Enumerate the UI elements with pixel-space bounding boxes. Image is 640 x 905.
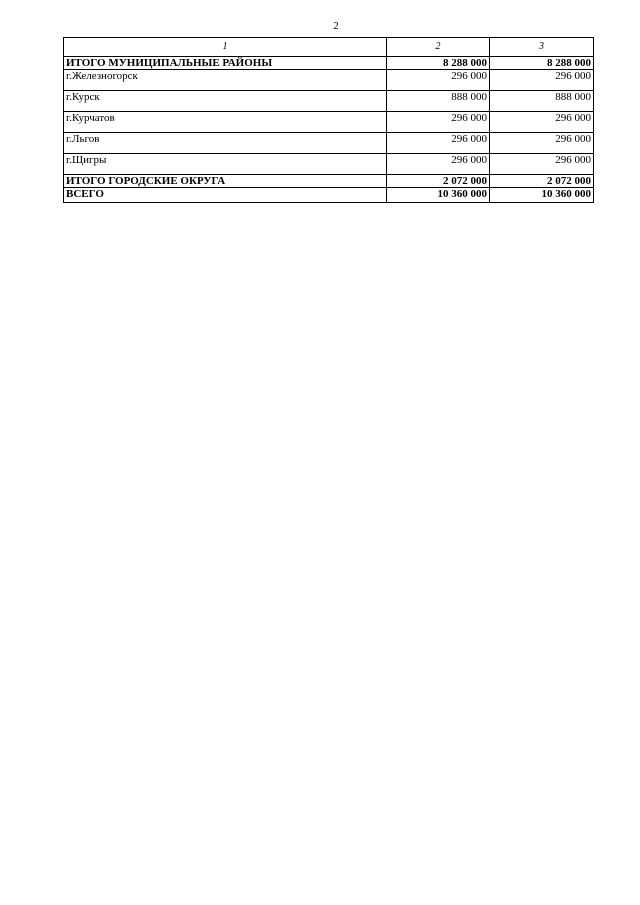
row-label: г.Льгов — [64, 133, 387, 154]
row-value-col3: 296 000 — [490, 112, 594, 133]
page-number: 2 — [333, 20, 339, 32]
column-header-2: 2 — [387, 38, 490, 57]
row-value-col3: 296 000 — [490, 133, 594, 154]
table-row — [64, 154, 594, 175]
row-value-col3: 296 000 — [490, 154, 594, 175]
row-value-col2: 296 000 — [387, 154, 490, 175]
row-value-col2: 296 000 — [387, 70, 490, 91]
row-label: ВСЕГО — [64, 188, 387, 203]
row-label: ИТОГО МУНИЦИПАЛЬНЫЕ РАЙОНЫ — [64, 57, 387, 70]
table-row — [64, 175, 594, 188]
row-label: г.Железногорск — [64, 70, 387, 91]
row-label: г.Курск — [64, 91, 387, 112]
row-value-col3: 2 072 000 — [490, 175, 594, 188]
row-label: г.Курчатов — [64, 112, 387, 133]
budget-table — [63, 37, 594, 203]
table-row — [64, 91, 594, 112]
table-row — [64, 133, 594, 154]
row-label: ИТОГО ГОРОДСКИЕ ОКРУГА — [64, 175, 387, 188]
table-row — [64, 57, 594, 70]
row-value-col3: 8 288 000 — [490, 57, 594, 70]
row-value-col3: 10 360 000 — [490, 188, 594, 203]
column-header-3: 3 — [490, 38, 594, 57]
table-row — [64, 70, 594, 91]
row-value-col2: 296 000 — [387, 133, 490, 154]
row-value-col2: 888 000 — [387, 91, 490, 112]
row-value-col2: 10 360 000 — [387, 188, 490, 203]
table-row — [64, 112, 594, 133]
row-value-col3: 888 000 — [490, 91, 594, 112]
row-value-col2: 8 288 000 — [387, 57, 490, 70]
row-label: г.Щигры — [64, 154, 387, 175]
row-value-col2: 2 072 000 — [387, 175, 490, 188]
table-row — [64, 188, 594, 203]
row-value-col3: 296 000 — [490, 70, 594, 91]
column-header-1: 1 — [64, 38, 387, 57]
row-value-col2: 296 000 — [387, 112, 490, 133]
table-header-row — [64, 38, 594, 57]
